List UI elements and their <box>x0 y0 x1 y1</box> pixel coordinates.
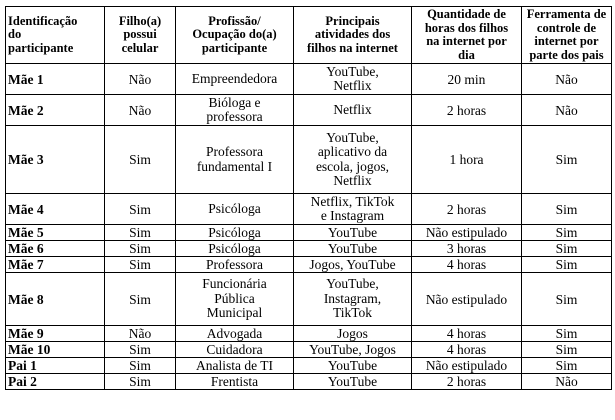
table-row <box>6 194 612 225</box>
activities-cell: YouTube <box>294 225 412 241</box>
participant-cell: Mãe 1 <box>6 64 105 95</box>
participant-cell: Mãe 7 <box>6 257 105 273</box>
has-phone-cell: Sim <box>105 358 176 374</box>
table-row <box>6 95 612 126</box>
hours-cell: 4 horas <box>412 326 522 342</box>
has-phone-cell: Não <box>105 326 176 342</box>
profession-cell: Bióloga e professora <box>176 95 294 126</box>
activities-cell: YouTube, aplicativo da escola, jogos, Netflix <box>294 126 412 194</box>
header-main-activities: Principais atividades dos filhos na internet <box>294 7 412 64</box>
profession-cell: Psicóloga <box>176 194 294 225</box>
activities-cell: YouTube, Instagram, TikTok <box>294 273 412 326</box>
header-daily-hours: Quantidade de horas dos filhos na internet por dia <box>412 7 522 64</box>
hours-cell: Não estipulado <box>412 358 522 374</box>
participant-cell: Mãe 4 <box>6 194 105 225</box>
table-row <box>6 374 612 390</box>
table-row <box>6 241 612 257</box>
participant-cell: Mãe 10 <box>6 342 105 358</box>
control-cell: Não <box>522 64 612 95</box>
activities-cell: YouTube, Netflix <box>294 64 412 95</box>
participant-cell: Mãe 5 <box>6 225 105 241</box>
participant-cell: Pai 2 <box>6 374 105 390</box>
participant-cell: Mãe 8 <box>6 273 105 326</box>
control-cell: Sim <box>522 257 612 273</box>
hours-cell: 2 horas <box>412 95 522 126</box>
activities-cell: YouTube <box>294 374 412 390</box>
activities-cell: Jogos, YouTube <box>294 257 412 273</box>
profession-cell: Psicóloga <box>176 225 294 241</box>
has-phone-cell: Não <box>105 64 176 95</box>
activities-cell: Netflix <box>294 95 412 126</box>
control-cell: Sim <box>522 225 612 241</box>
header-participant-id: Identificação do participante <box>6 7 105 64</box>
control-cell: Sim <box>522 342 612 358</box>
has-phone-cell: Sim <box>105 342 176 358</box>
activities-cell: Netflix, TikTok e Instagram <box>294 194 412 225</box>
has-phone-cell: Não <box>105 95 176 126</box>
header-row <box>6 7 612 64</box>
hours-cell: Não estipulado <box>412 225 522 241</box>
profession-cell: Advogada <box>176 326 294 342</box>
participant-cell: Mãe 2 <box>6 95 105 126</box>
has-phone-cell: Sim <box>105 225 176 241</box>
hours-cell: 2 horas <box>412 194 522 225</box>
has-phone-cell: Sim <box>105 126 176 194</box>
activities-cell: YouTube <box>294 241 412 257</box>
table-row <box>6 358 612 374</box>
profession-cell: Professora <box>176 257 294 273</box>
has-phone-cell: Sim <box>105 273 176 326</box>
control-cell: Sim <box>522 194 612 225</box>
has-phone-cell: Sim <box>105 194 176 225</box>
table-row <box>6 326 612 342</box>
participants-table <box>5 6 612 390</box>
profession-cell: Professora fundamental I <box>176 126 294 194</box>
table-row <box>6 257 612 273</box>
control-cell: Sim <box>522 126 612 194</box>
profession-cell: Empreendedora <box>176 64 294 95</box>
hours-cell: 2 horas <box>412 374 522 390</box>
table-row <box>6 225 612 241</box>
table-row <box>6 64 612 95</box>
activities-cell: Jogos <box>294 326 412 342</box>
profession-cell: Psicóloga <box>176 241 294 257</box>
profession-cell: Frentista <box>176 374 294 390</box>
control-cell: Não <box>522 95 612 126</box>
activities-cell: YouTube, Jogos <box>294 342 412 358</box>
hours-cell: Não estipulado <box>412 273 522 326</box>
participant-cell: Mãe 9 <box>6 326 105 342</box>
table-row <box>6 342 612 358</box>
hours-cell: 4 horas <box>412 257 522 273</box>
profession-cell: Analista de TI <box>176 358 294 374</box>
participant-cell: Mãe 3 <box>6 126 105 194</box>
table-row <box>6 273 612 326</box>
header-parental-control: Ferramenta de controle de internet por parte dos pais <box>522 7 612 64</box>
activities-cell: YouTube <box>294 358 412 374</box>
profession-cell: Funcionária Pública Municipal <box>176 273 294 326</box>
profession-cell: Cuidadora <box>176 342 294 358</box>
hours-cell: 20 min <box>412 64 522 95</box>
table-row <box>6 126 612 194</box>
has-phone-cell: Sim <box>105 257 176 273</box>
has-phone-cell: Sim <box>105 241 176 257</box>
control-cell: Sim <box>522 326 612 342</box>
participant-cell: Mãe 6 <box>6 241 105 257</box>
hours-cell: 4 horas <box>412 342 522 358</box>
has-phone-cell: Sim <box>105 374 176 390</box>
control-cell: Sim <box>522 241 612 257</box>
participant-cell: Pai 1 <box>6 358 105 374</box>
control-cell: Não <box>522 374 612 390</box>
control-cell: Sim <box>522 358 612 374</box>
hours-cell: 1 hora <box>412 126 522 194</box>
header-profession: Profissão/ Ocupação do(a) participante <box>176 7 294 64</box>
control-cell: Sim <box>522 273 612 326</box>
hours-cell: 3 horas <box>412 241 522 257</box>
header-child-has-phone: Filho(a) possui celular <box>105 7 176 64</box>
